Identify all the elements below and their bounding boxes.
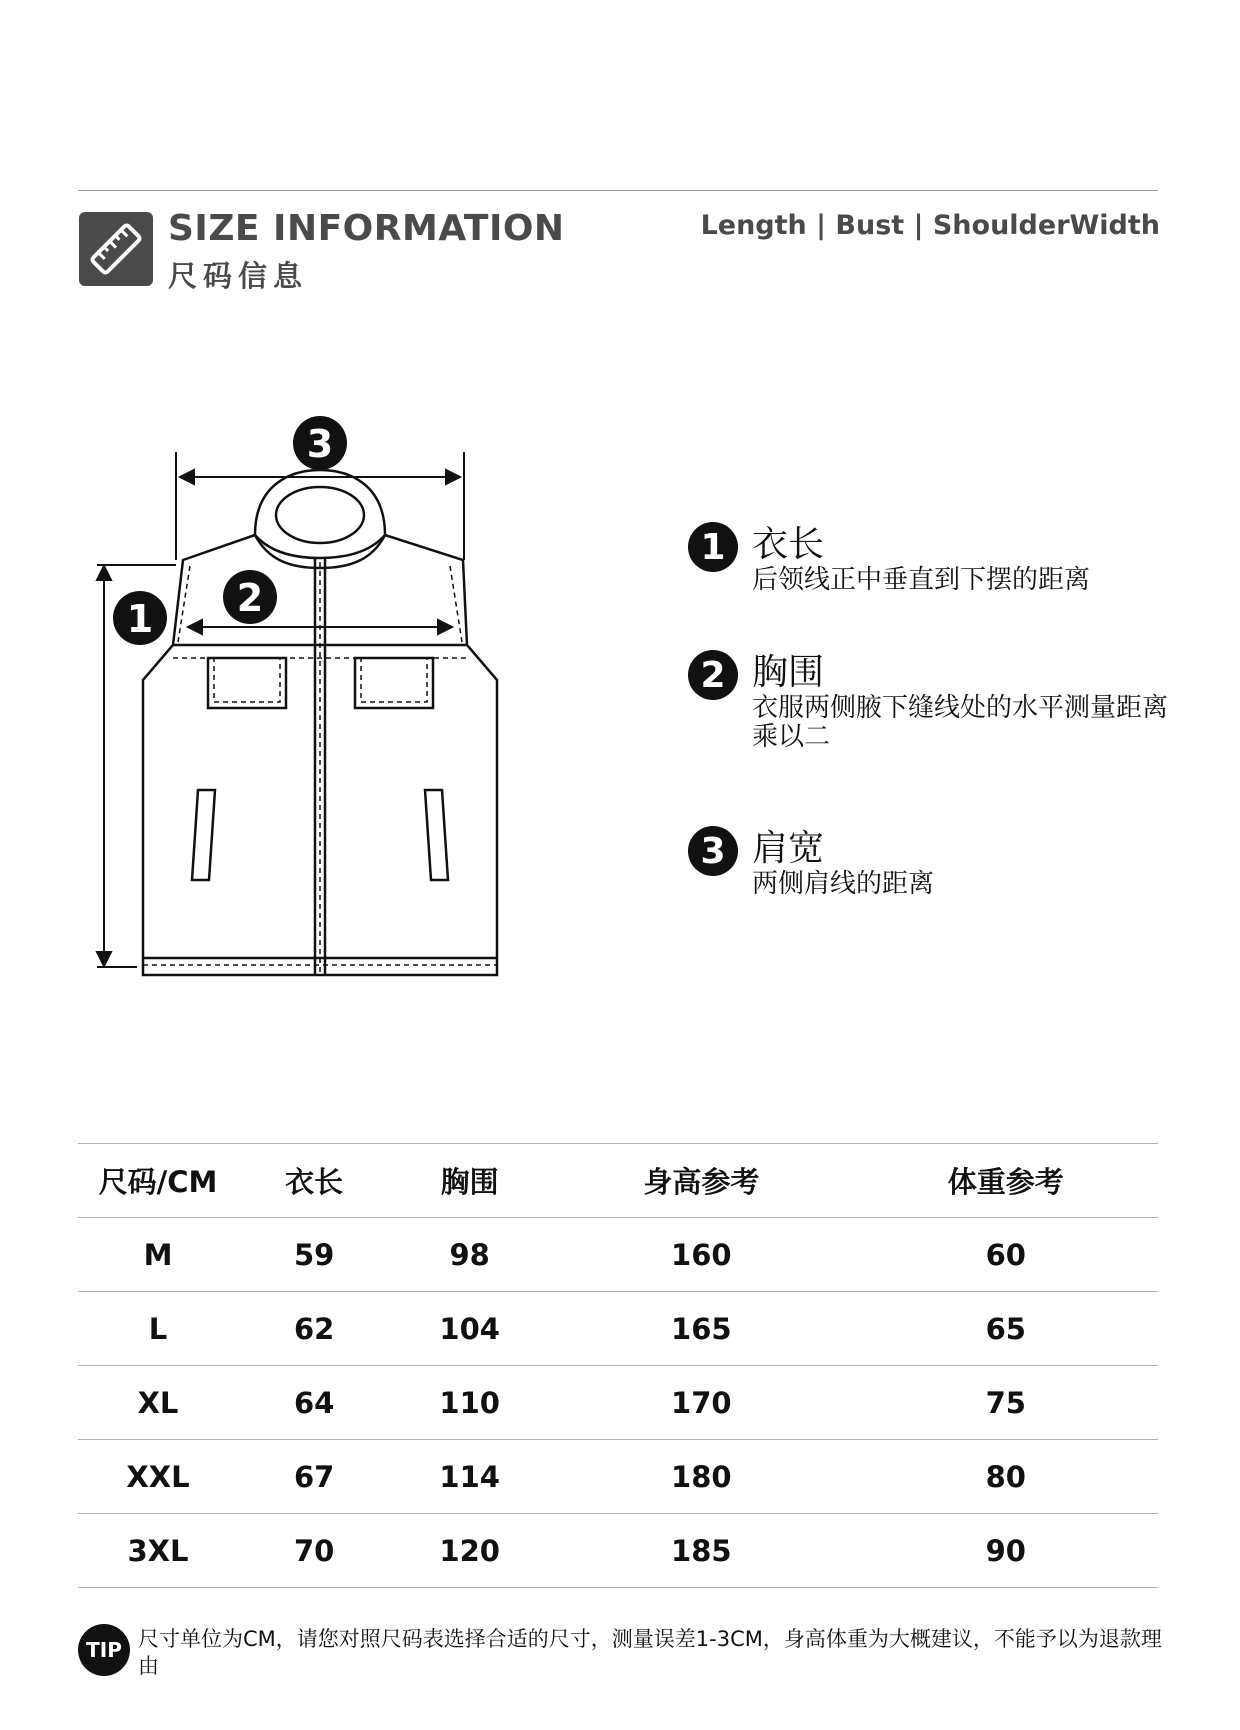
table-cell: XL: [78, 1366, 238, 1440]
side-pocket-left: [192, 790, 215, 880]
svg-text:2: 2: [236, 576, 264, 620]
column-header: 尺码/CM: [78, 1144, 238, 1218]
ruler-icon: [79, 212, 153, 286]
section-subtitle: 尺码信息: [168, 259, 309, 293]
table-row: [78, 1218, 1158, 1292]
legend-description: 衣服两侧腋下缝线处的水平测量距离乘以二: [752, 693, 1169, 752]
column-header: 体重参考: [854, 1144, 1158, 1218]
measurement-labels: Length | Bust | ShoulderWidth: [700, 210, 1160, 241]
legend-badge: 2: [688, 650, 738, 700]
vest-collar: [255, 470, 385, 558]
legend-title: 衣长: [752, 524, 825, 565]
table-cell: 165: [549, 1292, 853, 1366]
table-cell: 180: [549, 1440, 853, 1514]
size-table: [78, 1143, 1158, 1588]
table-cell: L: [78, 1292, 238, 1366]
vest-diagram: [0, 380, 560, 1000]
legend-badge: 1: [688, 522, 738, 572]
side-pocket-right: [425, 790, 448, 880]
table-cell: 65: [854, 1292, 1158, 1366]
table-cell: 70: [238, 1514, 390, 1588]
table-cell: 62: [238, 1292, 390, 1366]
table-cell: 59: [238, 1218, 390, 1292]
table-cell: 160: [549, 1218, 853, 1292]
top-divider: [78, 190, 1158, 191]
column-header: 身高参考: [549, 1144, 853, 1218]
table-row: [78, 1440, 1158, 1514]
legend-description: 后领线正中垂直到下摆的距离: [752, 565, 1091, 595]
table-cell: 80: [854, 1440, 1158, 1514]
legend-description: 两侧肩线的距离: [752, 869, 935, 899]
table-cell: 75: [854, 1366, 1158, 1440]
table-row: [78, 1514, 1158, 1588]
table-cell: 3XL: [78, 1514, 238, 1588]
table-cell: 120: [390, 1514, 549, 1588]
table-cell: 170: [549, 1366, 853, 1440]
table-cell: 67: [238, 1440, 390, 1514]
legend-title: 肩宽: [752, 828, 825, 869]
table-cell: M: [78, 1218, 238, 1292]
table-cell: 90: [854, 1514, 1158, 1588]
marker-1: [113, 591, 167, 645]
table-cell: 104: [390, 1292, 549, 1366]
table-cell: 60: [854, 1218, 1158, 1292]
table-cell: 64: [238, 1366, 390, 1440]
tip-badge: TIP: [78, 1624, 130, 1676]
table-row: [78, 1366, 1158, 1440]
marker-2: [223, 570, 277, 624]
chest-pocket-left: [208, 658, 286, 708]
tip-text: 尺寸单位为CM，请您对照尺码表选择合适的尺寸，测量误差1-3CM，身高体重为大概建议，不能予以为退款理由: [138, 1627, 1162, 1678]
svg-text:3: 3: [306, 422, 334, 466]
legend-badge: 3: [688, 826, 738, 876]
table-row: [78, 1292, 1158, 1366]
marker-3: [293, 416, 347, 470]
table-cell: 114: [390, 1440, 549, 1514]
table-header-row: [78, 1144, 1158, 1218]
table-cell: XXL: [78, 1440, 238, 1514]
svg-text:1: 1: [126, 597, 154, 641]
column-header: 衣长: [238, 1144, 390, 1218]
table-cell: 98: [390, 1218, 549, 1292]
table-cell: 185: [549, 1514, 853, 1588]
column-header: 胸围: [390, 1144, 549, 1218]
chest-pocket-right: [355, 658, 433, 708]
table-cell: 110: [390, 1366, 549, 1440]
legend-title: 胸围: [752, 652, 825, 693]
section-title: SIZE INFORMATION: [168, 208, 565, 249]
